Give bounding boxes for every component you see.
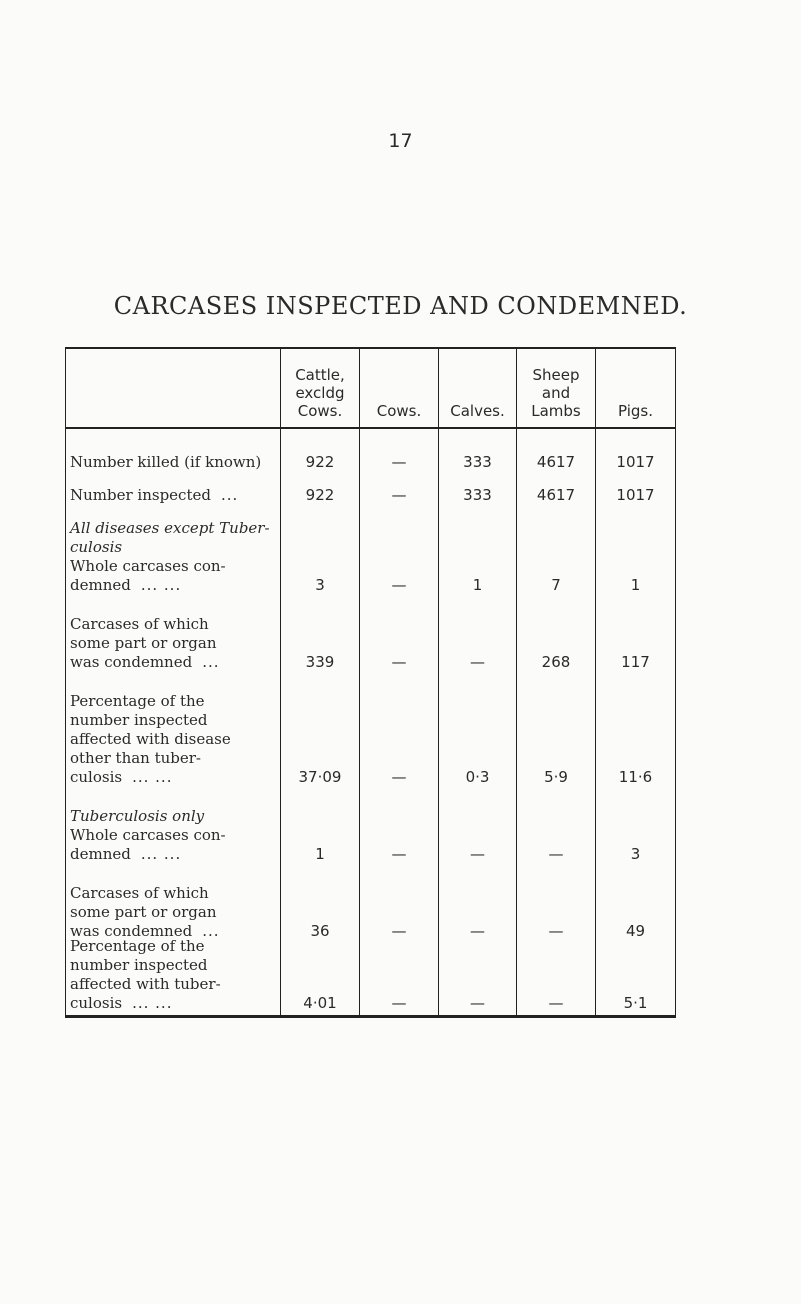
table-cell: 36	[310, 922, 330, 940]
table-cell: 333	[463, 453, 492, 471]
table-cell: 4617	[536, 486, 576, 504]
table-bottom-border	[65, 1015, 676, 1018]
column-header-cattle: Cattle, excldg Cows.	[295, 366, 345, 420]
table-cell: 922	[305, 486, 335, 504]
table-cell: —	[391, 845, 407, 863]
table-cell: 11·6	[618, 768, 653, 786]
table-cell: 922	[305, 453, 335, 471]
table-cell: —	[391, 486, 407, 504]
column-divider	[280, 347, 281, 1017]
row-label-part-condemned-tb: Carcases of which some part or organ was condemned ...	[70, 884, 220, 940]
page-title: CARCASES INSPECTED AND CONDEMNED.	[113, 292, 688, 320]
table-cell: —	[548, 845, 564, 863]
table-right-border	[675, 347, 676, 1017]
column-divider	[516, 347, 517, 1017]
table-cell: —	[391, 768, 407, 786]
table-cell: 117	[621, 653, 650, 671]
column-header-sheep-lambs: Sheep and Lambs	[531, 366, 581, 420]
row-label-part-condemned: Carcases of which some part or organ was condemned ...	[70, 615, 220, 671]
table-cell: 3	[315, 576, 325, 594]
column-header-cows: Cows.	[376, 402, 422, 420]
table-cell: —	[391, 994, 407, 1012]
table-cell: 339	[305, 653, 335, 671]
section-heading-all-diseases: All diseases except Tuber-culosis	[70, 519, 270, 556]
table-cell: 1017	[616, 453, 655, 471]
table-cell: 268	[541, 653, 571, 671]
row-label-whole-carcases-condemned: Whole carcases con- demned ... ...	[70, 557, 226, 594]
table-cell: 5·9	[544, 768, 568, 786]
row-label-number-killed: Number killed (if known)	[70, 453, 262, 471]
header-divider	[65, 427, 676, 429]
table-cell: 1017	[616, 486, 655, 504]
table-cell: —	[391, 576, 407, 594]
table-cell: 1	[472, 576, 483, 594]
table-cell: —	[470, 653, 485, 671]
table-cell: —	[548, 994, 564, 1012]
row-label-percentage-tuberculosis: Percentage of the number inspected affected with tuber- culosis ... ...	[70, 937, 221, 1012]
column-divider	[359, 347, 360, 1017]
table-cell: —	[391, 453, 407, 471]
row-label-number-inspected: Number inspected ...	[70, 486, 239, 504]
table-cell: 4617	[536, 453, 576, 471]
table-left-border	[65, 347, 66, 1017]
row-label-whole-carcases-condemned-tb: Whole carcases con- demned ... ...	[70, 826, 226, 863]
section-heading-tuberculosis: Tuberculosis only	[70, 807, 205, 825]
column-divider	[595, 347, 596, 1017]
column-divider	[438, 347, 439, 1017]
table-cell: —	[470, 845, 485, 863]
table-cell: 37·09	[298, 768, 342, 786]
table-cell: 7	[551, 576, 561, 594]
table-cell: 333	[463, 486, 492, 504]
table-top-border	[65, 347, 676, 349]
table-cell: 49	[625, 922, 646, 940]
table-cell: —	[470, 994, 485, 1012]
table-cell: 0·3	[465, 768, 490, 786]
page-number: 17	[388, 130, 413, 152]
table-cell: —	[391, 653, 407, 671]
table-cell: 1	[630, 576, 641, 594]
row-label-percentage-other-disease: Percentage of the number inspected affected with disease other than tuber- culosis ... ...	[70, 692, 231, 786]
table-cell: —	[470, 922, 485, 940]
table-cell: —	[548, 922, 564, 940]
column-header-calves: Calves.	[450, 402, 505, 420]
table-cell: 4·01	[303, 994, 337, 1012]
column-header-pigs: Pigs.	[618, 402, 653, 420]
table-cell: 3	[630, 845, 641, 863]
table-cell: 1	[315, 845, 325, 863]
table-cell: 5·1	[623, 994, 648, 1012]
table-cell: —	[391, 922, 407, 940]
